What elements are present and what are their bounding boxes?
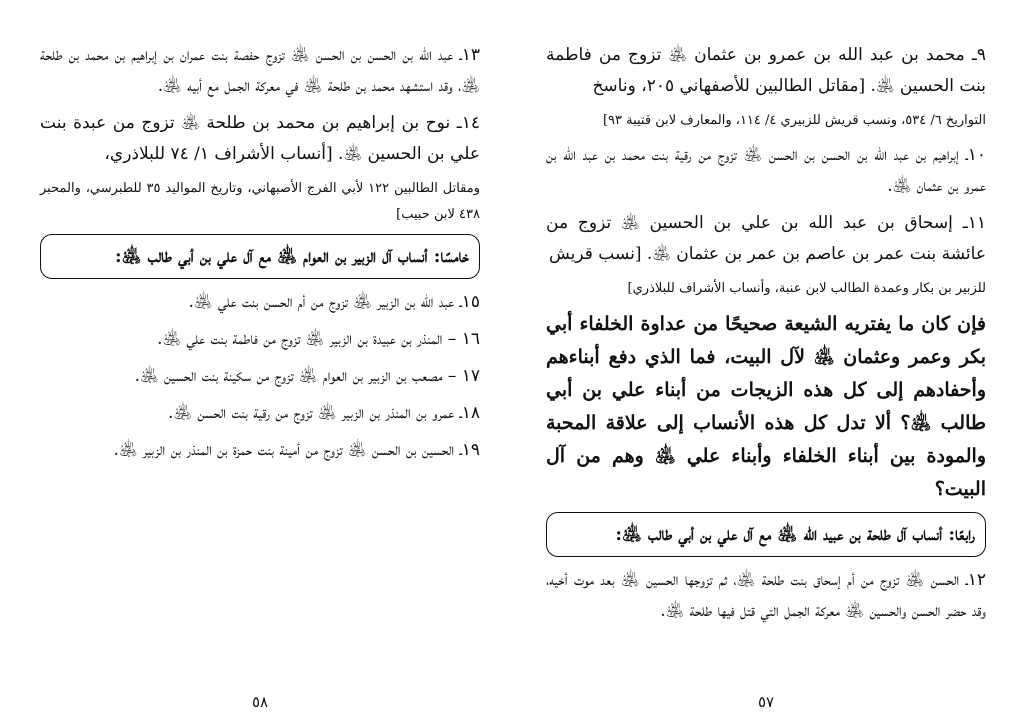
entry-9-reference: التواريخ ٦/ ٥٣٤، ونسب قريش للزبيري ٤/ ١١٤، والمعارف لابن قتيبة ٩٣] <box>602 113 986 128</box>
entry-14-reference: ومقاتل الطالبين ١٢٢ لأبي الفرج الأصبهاني، وتاريخ المواليد ٣٥ للطبرسي، والمحبر ٤٣٨ لابن حبيب] <box>40 181 480 222</box>
entry-12: ١٢ـ الحسن ﵁ تزوج من أم إسحاق بنت طلحة ﵁، ثم تزوجها الحسين ﵁ بعد موت أخيه، وقد حضر الحسن والحسين ﵁ معركة الجمل التي قتل فيها طلحة ﵁. <box>546 570 986 621</box>
entry-11-reference: للزبير بن بكار وعمدة الطالب لابن عنبة، وأنساب الأشراف للبلاذري] <box>627 281 986 296</box>
rhetorical-question: فإن كان ما يفتريه الشيعة صحيحًا من عداوة الخلفاء أبي بكر وعمر وعثمان ﵁ لآل البيت، فما الذي دفع أبناءهم وأحفادهم إلى كل هذه الزيجات من أبناء علي بن أبي طالب ﵁؟ ألا تدل كل هذه الأنساب إلى علاقة المحبة والمودة بين أبناء الخلفاء وأبناء علي ﵁ وهم من آل البيت؟ <box>546 313 986 500</box>
entry-15: ١٥ـ عبد الله بن الزبير ﵁ تزوج من أم الحسن بنت علي ﵁. <box>188 292 480 312</box>
entry-16: ١٦ – المنذر بن عبيدة بن الزبير ﵁ تزوج من فاطمة بنت علي ﵁. <box>157 329 480 349</box>
page-number-left: ٥٨ <box>251 693 269 711</box>
page-58 <box>40 40 480 472</box>
entry-11: ١١ـ إسحاق بن عبد الله بن علي بن الحسين ﵁ تزوج من عائشة بنت عمر بن عاصم بن عمر بن عثمان ﵁. [نسب قريش <box>546 213 986 264</box>
entry-13: ١٣ـ عبد الله بن الحسن بن الحسن ﵁ تزوج حفصة بنت عمران بن إبراهيم بن محمد بن طلحة ﵁، وقد استشهد محمد بن طلحة ﵁ في معركة الجمل مع أبيه ﵁. <box>40 45 480 96</box>
entry-19: ١٩ـ الحسين بن الحسن ﵁ تزوج من أمينة بنت حمزة بن المنذر بن الزبير ﵁. <box>113 440 480 460</box>
entry-9: ٩ـ محمد بن عبد الله بن عمرو بن عثمان ﵁ تزوج من فاطمة بنت الحسين ﵁. [مقاتل الطالبين للأصفهاني ٢٠٥، وناسخ <box>546 45 986 96</box>
entry-14: ١٤ـ نوح بن إبراهيم بن محمد بن طلحة ﵁ تزوج من عبدة بنت علي بن الحسين ﵁. [أنساب الأشراف ١/ ٧٤ للبلاذري، <box>40 113 480 164</box>
page-57 <box>546 40 986 633</box>
page-number-right: ٥٧ <box>757 693 775 711</box>
section-heading-talha: رابعًا: أنساب آل طلحة بن عبيد الله ﵁ مع آل علي بن أبي طالب ﵁: <box>546 512 986 557</box>
entry-18: ١٨ـ عمرو بن المنذر بن الزبير ﵁ تزوج من رقية بنت الحسن ﵁. <box>167 403 480 423</box>
section-heading-zubair: خامسًا: أنساب آل الزبير بن العوام ﵁ مع آل علي بن أبي طالب ﵁: <box>40 234 480 279</box>
entry-17: ١٧ – مصعب بن الزبير بن العوام ﵁ تزوج من سكينة بنت الحسين ﵁. <box>134 366 480 386</box>
entry-10: ١٠ـ إبراهيم بن عبد الله بن الحسن بن الحسن ﵁ تزوج من رقية بنت محمد بن عبد الله بن عمرو بن عثمان ﵁. <box>546 145 986 196</box>
